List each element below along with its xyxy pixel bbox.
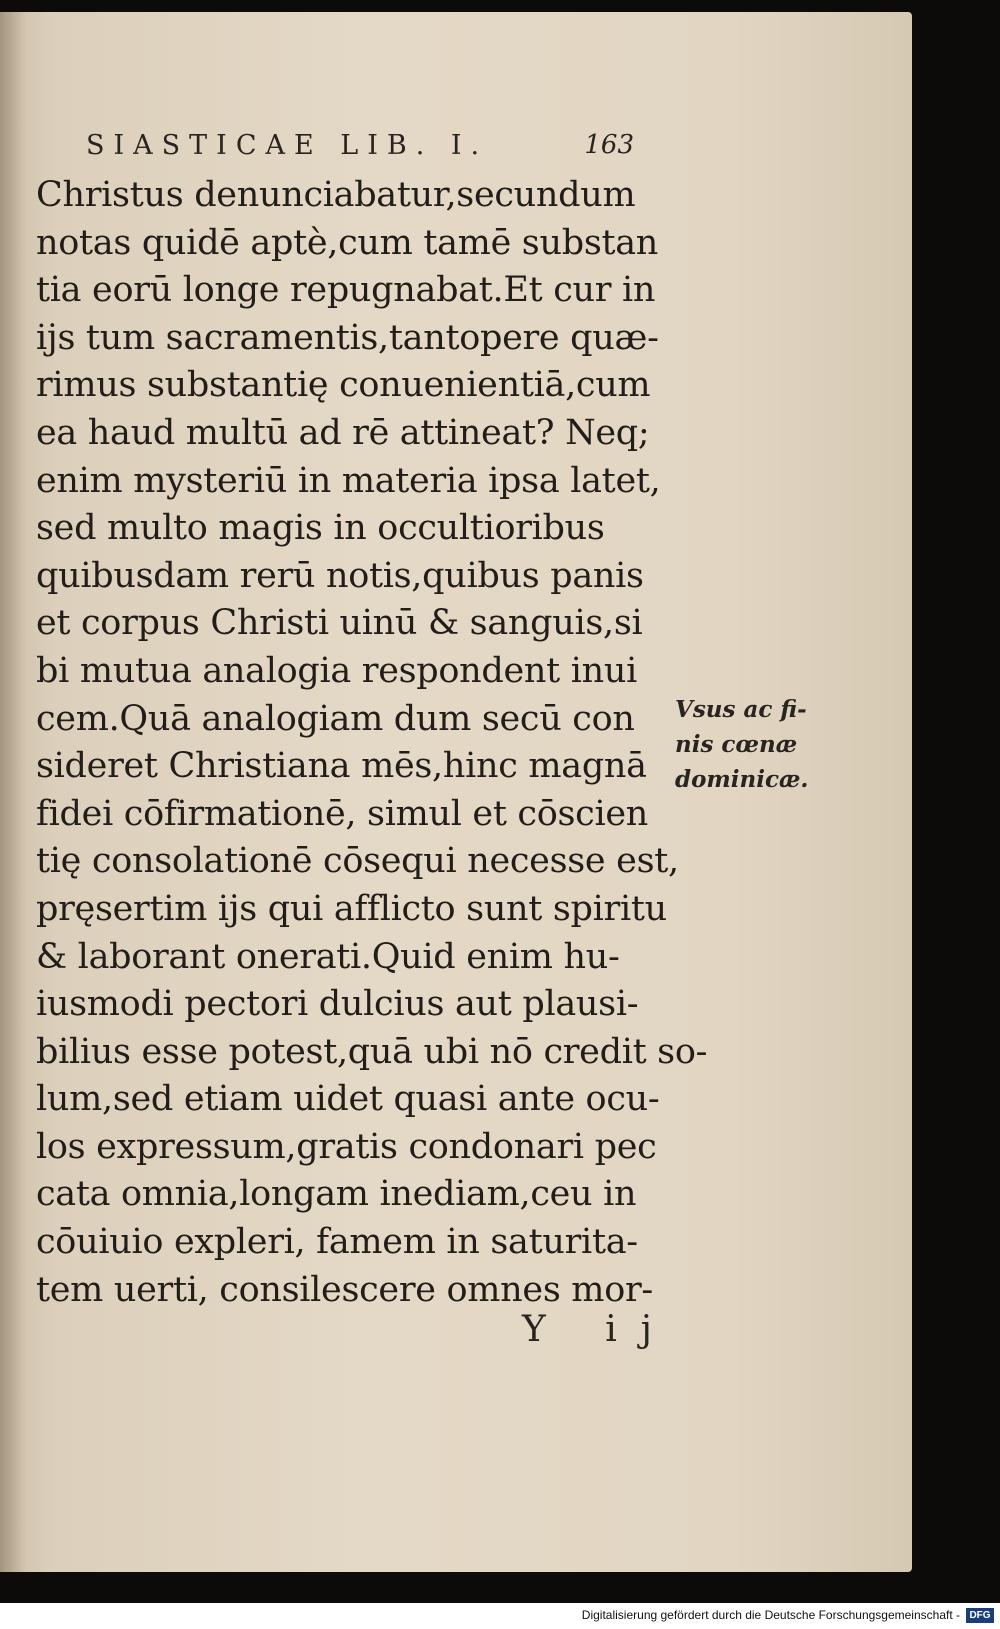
text-line: et corpus Christi uinū & sanguis,si xyxy=(36,603,643,644)
text-line: sideret Christiana mēs,hinc magnā xyxy=(36,746,647,787)
text-line: notas quidē aptè,cum tamē substan xyxy=(36,222,659,263)
text-line: sed multo magis in occultioribus xyxy=(36,508,605,549)
text-line: fidei cōfirmationē, simul et cōscien xyxy=(36,793,649,834)
text-line: rimus substantię conuenientiā,cum xyxy=(36,365,651,406)
book-page xyxy=(0,12,912,1572)
text-line: enim mysteriū in materia ipsa latet, xyxy=(36,460,661,501)
text-line: bilius esse potest,quā ubi nō credit so- xyxy=(36,1031,708,1072)
text-line: cem.Quā analogiam dum secū con xyxy=(36,698,635,739)
digitization-footer xyxy=(0,1603,1000,1629)
signature-mark: Y ij xyxy=(522,1309,676,1350)
text-line: bi mutua analogia respondent inui xyxy=(36,650,638,691)
text-line: pręsertim ijs qui afflicto sunt spiritu xyxy=(36,888,667,929)
text-line: cōuiuio expleri, famem in saturita- xyxy=(36,1222,638,1263)
dfg-logo-icon: DFG xyxy=(966,1608,994,1623)
text-line: tię consolationē cōsequi necesse est, xyxy=(36,841,679,882)
text-line: iusmodi pectori dulcius aut plausi- xyxy=(36,984,639,1025)
text-line: ea haud multū ad rē attineat? Neq; xyxy=(36,412,650,453)
funding-credit: Digitalisierung gefördert durch die Deutsche Forschungsgemeinschaft - xyxy=(581,1608,960,1622)
marginal-note-line: dominicæ. xyxy=(675,766,809,793)
text-line: lum,sed etiam uidet quasi ante ocu- xyxy=(36,1079,660,1120)
page-number: 163 xyxy=(584,130,634,160)
body-text xyxy=(36,172,708,1314)
text-line: cata omnia,longam inediam,ceu in xyxy=(36,1174,637,1215)
marginal-note-line: nis cœnæ xyxy=(675,731,798,758)
marginal-note-line: Vsus ac fi- xyxy=(675,696,807,723)
text-line: tia eorū longe repugnabat.Et cur in xyxy=(36,270,656,311)
text-line: & laborant onerati.Quid enim hu- xyxy=(36,936,620,977)
text-line: ijs tum sacramentis,tantopere quæ- xyxy=(36,317,659,358)
marginal-note xyxy=(675,692,835,797)
running-head: SIASTICAE LIB. I. xyxy=(86,130,489,161)
text-line: quibusdam rerū notis,quibus panis xyxy=(36,555,644,596)
text-line: tem uerti, consilescere omnes mor- xyxy=(36,1269,653,1310)
text-line: los expressum,gratis condonari pec xyxy=(36,1126,657,1167)
text-line: Christus denunciabatur,secundum xyxy=(36,175,636,215)
page-header xyxy=(86,130,634,166)
